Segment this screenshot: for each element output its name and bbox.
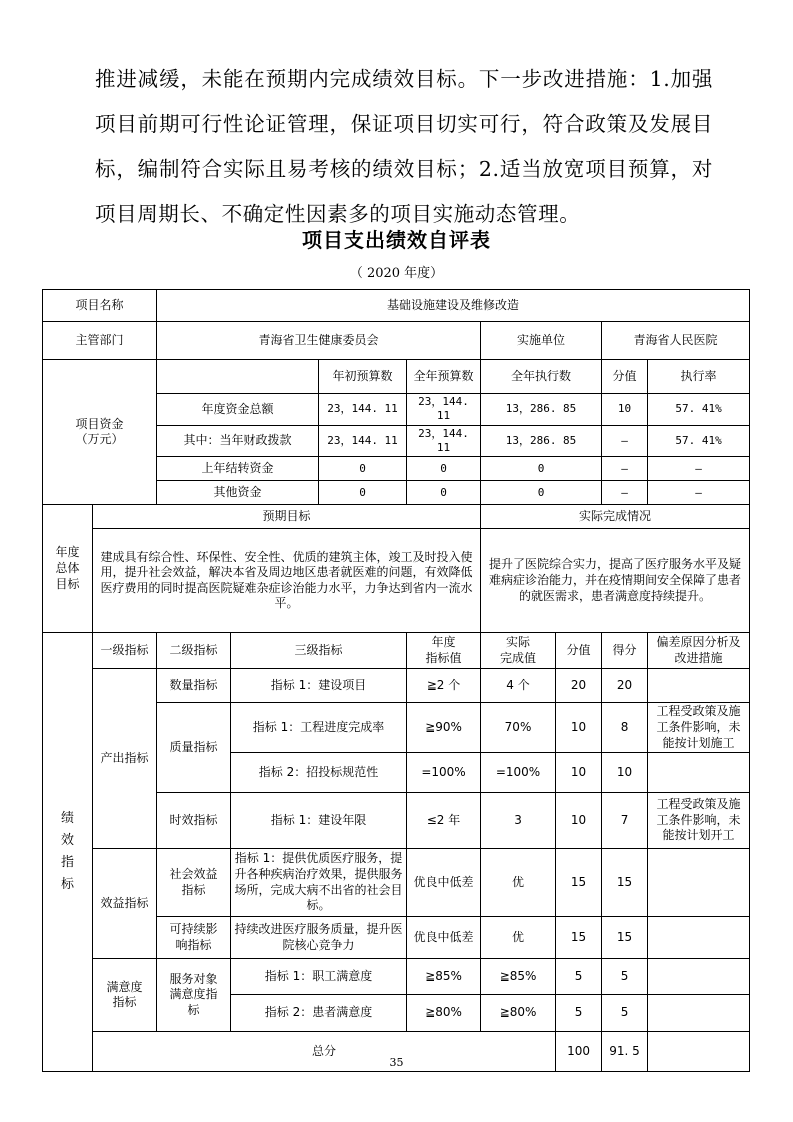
- funds-header-initial: 年初预算数: [319, 360, 407, 394]
- score-header: 得分: [602, 633, 648, 669]
- level3-cell: 指标 2：招投标规范性: [231, 753, 407, 793]
- funds-row-score-value: 10: [602, 394, 648, 426]
- funds-row-annual: 0: [407, 457, 481, 481]
- score-value-cell: 20: [556, 669, 602, 703]
- funds-header-blank: [157, 360, 319, 394]
- funds-row-rate: —: [648, 481, 750, 505]
- funds-header-score-value: 分值: [602, 360, 648, 394]
- funds-row-rate: 57. 41%: [648, 394, 750, 426]
- funds-row-name: 其他资金: [157, 481, 319, 505]
- score-value-cell: 15: [556, 849, 602, 917]
- deviation-cell: [648, 995, 750, 1032]
- actual-value-header: 实际 完成值: [481, 633, 556, 669]
- year-subtitle: （ 2020 年度）: [349, 266, 444, 281]
- level3-cell: 指标 1：提供优质医疗服务，提升各种疾病治疗效果，提供服务场所，完成大病不出省的社会目标。: [231, 849, 407, 917]
- level2-cell: 社会效益 指标: [157, 849, 231, 917]
- funds-row-initial: 0: [319, 481, 407, 505]
- funds-row-executed: 0: [481, 481, 602, 505]
- level1-header: 一级指标: [93, 633, 157, 669]
- score-value-cell: 5: [556, 959, 602, 995]
- impl-unit-label: 实施单位: [481, 322, 602, 360]
- target-cell: ≤2 年: [407, 793, 481, 849]
- total-score-value: 100: [556, 1032, 602, 1072]
- total-score: 91. 5: [602, 1032, 648, 1072]
- indicator-header-row: [43, 633, 750, 669]
- level2-header: 二级指标: [157, 633, 231, 669]
- target-cell: ≧2 个: [407, 669, 481, 703]
- quality-indicator-label: 质量指标: [157, 703, 231, 793]
- funds-header-executed: 全年执行数: [481, 360, 602, 394]
- impl-unit-value: 青海省人民医院: [602, 322, 750, 360]
- funds-header-rate: 执行率: [648, 360, 750, 394]
- score-cell: 20: [602, 669, 648, 703]
- target-cell: ≧85%: [407, 959, 481, 995]
- target-cell: ≧80%: [407, 995, 481, 1032]
- actual-cell: 4 个: [481, 669, 556, 703]
- deviation-cell: 工程受政策及施工条件影响，未能按计划施工: [648, 703, 750, 753]
- level2-cell: 时效指标: [157, 793, 231, 849]
- actual-completion-text: 提升了医院综合实力，提高了医疗服务水平及疑难病症诊治能力，并在疫情期间安全保障了患者的就医需求，患者满意度持续提升。: [481, 529, 750, 633]
- actual-completion-header: 实际完成情况: [481, 505, 750, 529]
- funds-row-rate: 57. 41%: [648, 425, 750, 457]
- level3-cell: 指标 1：建设项目: [231, 669, 407, 703]
- deviation-cell: [648, 669, 750, 703]
- actual-cell: 3: [481, 793, 556, 849]
- deviation-cell: 工程受政策及施工条件影响，未能按计划开工: [648, 793, 750, 849]
- level2-cell: 数量指标: [157, 669, 231, 703]
- funds-header-annual: 全年预算数: [407, 360, 481, 394]
- score-value-header: 分值: [556, 633, 602, 669]
- benefit-indicator-label: 效益指标: [93, 849, 157, 959]
- score-cell: 7: [602, 793, 648, 849]
- score-value-cell: 10: [556, 753, 602, 793]
- score-cell: 15: [602, 849, 648, 917]
- expected-goal-header: 预期目标: [93, 505, 481, 529]
- intro-paragraph: 推进减缓，未能在预期内完成绩效目标。下一步改进措施：1.加强项目前期可行性论证管理，保证项目切实可行，符合政策及发展目标，编制符合实际且易考核的绩效目标；2.适当放宽项目预算，对项目周期长、不确定性因素多的项目实施动态管理。: [95, 67, 713, 226]
- actual-cell: 优: [481, 917, 556, 959]
- deviation-header: 偏差原因分析及 改进措施: [648, 633, 750, 669]
- funds-row-annual: 23，144. 11: [407, 394, 481, 426]
- funds-row-score-value: —: [602, 425, 648, 457]
- funds-row-executed: 0: [481, 457, 602, 481]
- actual-cell: 优: [481, 849, 556, 917]
- funds-header-row: [43, 360, 750, 394]
- evaluation-table: [42, 289, 750, 1072]
- target-cell: =100%: [407, 753, 481, 793]
- funds-row-score-value: —: [602, 457, 648, 481]
- deviation-cell: [648, 959, 750, 995]
- score-value-cell: 15: [556, 917, 602, 959]
- dept-row: [43, 322, 750, 360]
- indicator-row: [43, 959, 750, 995]
- deviation-cell: [648, 849, 750, 917]
- page-title: 项目支出绩效自评表: [302, 228, 491, 252]
- total-label: 总分: [93, 1032, 556, 1072]
- funds-label: 项目资金 （万元）: [43, 360, 157, 505]
- level3-cell: 持续改进医疗服务质量，提升医院核心竞争力: [231, 917, 407, 959]
- score-value-cell: 10: [556, 793, 602, 849]
- target-cell: 优良中低差: [407, 849, 481, 917]
- indicator-row: [43, 669, 750, 703]
- funds-row-rate: —: [648, 457, 750, 481]
- funds-row-name: 上年结转资金: [157, 457, 319, 481]
- level3-cell: 指标 1：职工满意度: [231, 959, 407, 995]
- level2-cell: 服务对象 满意度指 标: [157, 959, 231, 1032]
- funds-row-initial: 0: [319, 457, 407, 481]
- goals-header-row: [43, 505, 750, 529]
- project-name-label: 项目名称: [43, 290, 157, 322]
- page-number: 35: [389, 1056, 404, 1069]
- actual-cell: =100%: [481, 753, 556, 793]
- expected-goal-text: 建成具有综合性、环保性、安全性、优质的建筑主体，竣工及时投入使用，提升社会效益，解决本省及周边地区患者就医难的问题，有效降低医疗费用的同时提高医院疑难杂症诊治能力水平，力争达到省内一流水平。: [93, 529, 481, 633]
- target-cell: 优良中低差: [407, 917, 481, 959]
- funds-row-initial: 23，144. 11: [319, 394, 407, 426]
- level3-cell: 指标 1：建设年限: [231, 793, 407, 849]
- level3-cell: 指标 1：工程进度完成率: [231, 703, 407, 753]
- score-cell: 8: [602, 703, 648, 753]
- project-name-row: [43, 290, 750, 322]
- goals-content-row: [43, 529, 750, 633]
- annual-goal-label: 年度 总体 目标: [43, 505, 93, 633]
- funds-row-name: 年度资金总额: [157, 394, 319, 426]
- actual-cell: ≧85%: [481, 959, 556, 995]
- score-value-cell: 10: [556, 703, 602, 753]
- score-value-cell: 5: [556, 995, 602, 1032]
- level3-header: 三级指标: [231, 633, 407, 669]
- level2-cell: 可持续影 响指标: [157, 917, 231, 959]
- funds-row-executed: 13，286. 85: [481, 425, 602, 457]
- deviation-cell: [648, 917, 750, 959]
- deviation-cell: [648, 753, 750, 793]
- funds-row-annual: 0: [407, 481, 481, 505]
- project-name-value: 基础设施建设及维修改造: [157, 290, 750, 322]
- dept-label: 主管部门: [43, 322, 157, 360]
- indicator-row: [43, 849, 750, 917]
- actual-cell: ≧80%: [481, 995, 556, 1032]
- target-cell: ≧90%: [407, 703, 481, 753]
- actual-cell: 70%: [481, 703, 556, 753]
- score-cell: 15: [602, 917, 648, 959]
- funds-row-initial: 23，144. 11: [319, 425, 407, 457]
- funds-row-annual: 23，144. 11: [407, 425, 481, 457]
- level3-cell: 指标 2：患者满意度: [231, 995, 407, 1032]
- dept-value: 青海省卫生健康委员会: [157, 322, 481, 360]
- funds-row-score-value: —: [602, 481, 648, 505]
- annual-target-header: 年度 指标值: [407, 633, 481, 669]
- performance-indicator-label: 绩效指标: [43, 633, 93, 1072]
- score-cell: 5: [602, 995, 648, 1032]
- score-cell: 10: [602, 753, 648, 793]
- funds-row-name: 其中：当年财政拨款: [157, 425, 319, 457]
- satisfaction-indicator-label: 满意度 指标: [93, 959, 157, 1032]
- score-cell: 5: [602, 959, 648, 995]
- funds-row-executed: 13，286. 85: [481, 394, 602, 426]
- output-indicator-label: 产出指标: [93, 669, 157, 849]
